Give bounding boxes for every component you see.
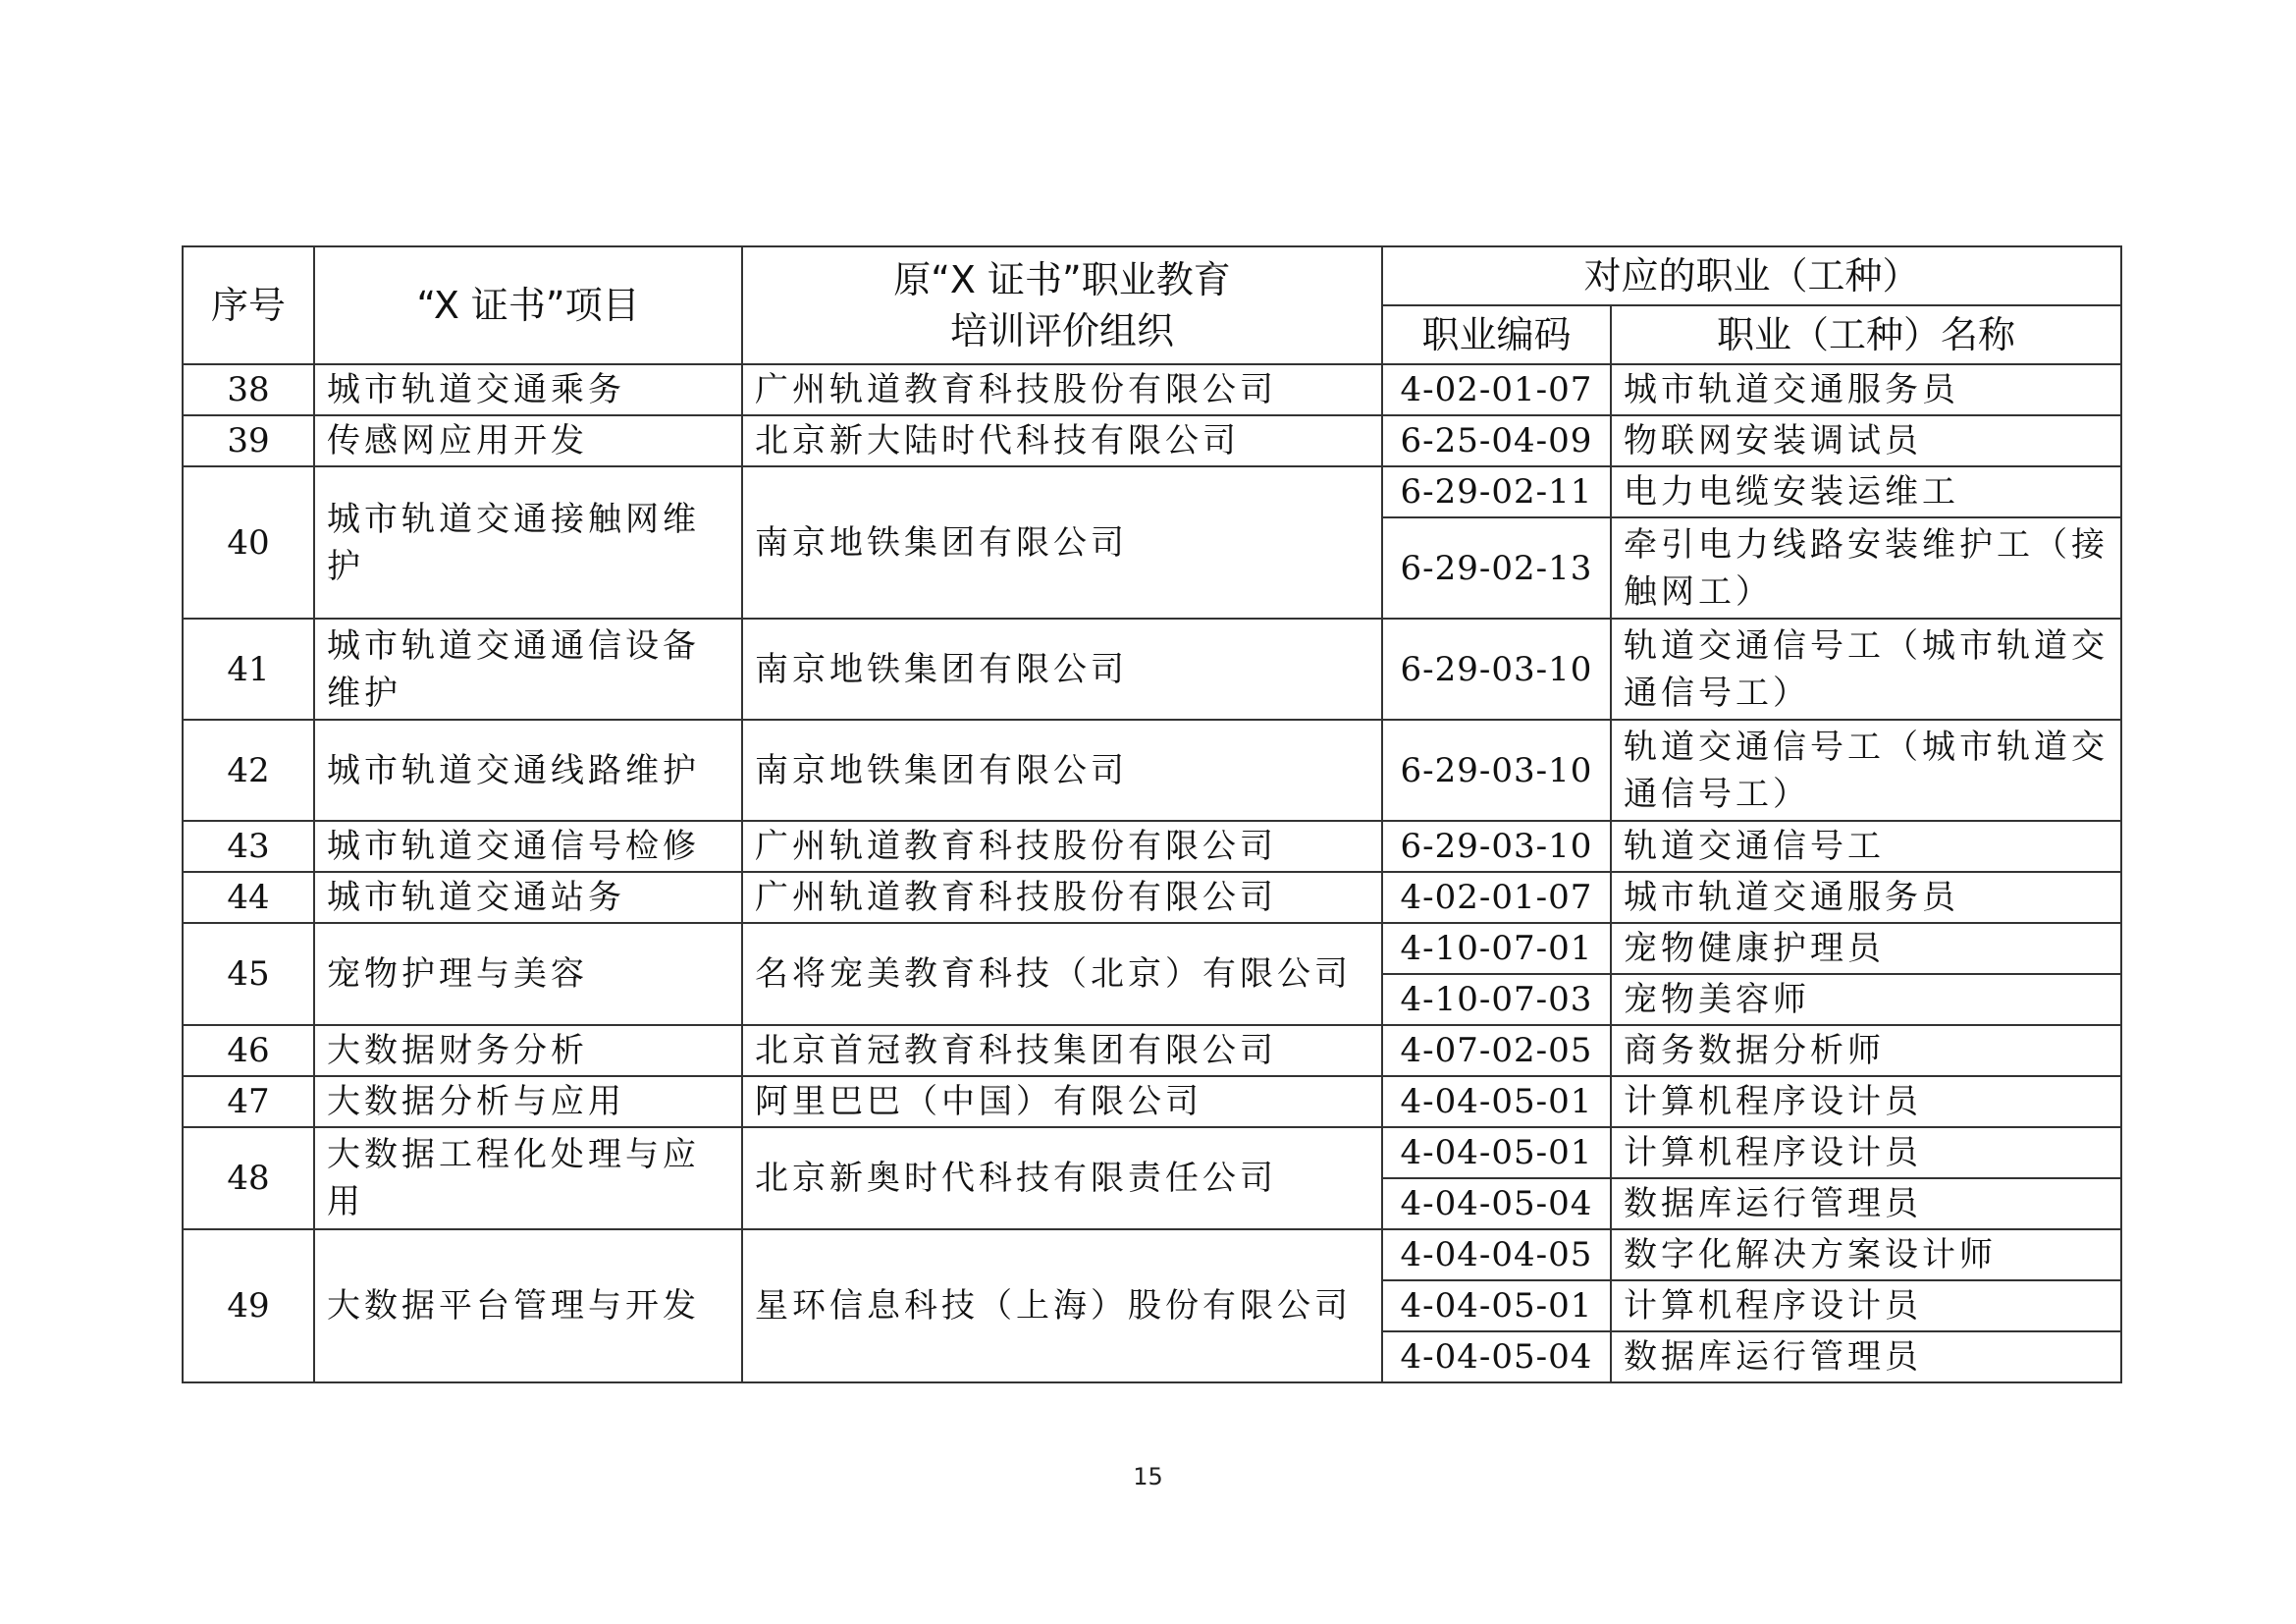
header-occupation: 对应的职业（工种） bbox=[1382, 246, 2121, 305]
table-row bbox=[183, 1076, 2121, 1127]
table-header bbox=[183, 246, 2121, 364]
occupation-name-cell: 物联网安装调试员 bbox=[1611, 415, 2121, 466]
seq-cell: 44 bbox=[183, 872, 314, 923]
table-body bbox=[183, 364, 2121, 1382]
item-cell: 城市轨道交通乘务 bbox=[314, 364, 742, 415]
table-row bbox=[183, 821, 2121, 872]
table-row bbox=[183, 720, 2121, 821]
org-cell: 北京首冠教育科技集团有限公司 bbox=[742, 1025, 1382, 1076]
seq-cell: 39 bbox=[183, 415, 314, 466]
item-cell: 城市轨道交通通信设备维护 bbox=[314, 619, 742, 720]
occupation-name-cell: 宠物美容师 bbox=[1611, 974, 2121, 1025]
occupation-code-cell: 6-29-03-10 bbox=[1382, 720, 1611, 821]
occupation-code-cell: 4-04-05-01 bbox=[1382, 1127, 1611, 1178]
header-code: 职业编码 bbox=[1382, 305, 1611, 364]
item-cell: 大数据财务分析 bbox=[314, 1025, 742, 1076]
item-cell: 大数据平台管理与开发 bbox=[314, 1229, 742, 1382]
occupation-name-cell: 城市轨道交通服务员 bbox=[1611, 872, 2121, 923]
seq-cell: 38 bbox=[183, 364, 314, 415]
org-cell: 北京新大陆时代科技有限公司 bbox=[742, 415, 1382, 466]
org-cell: 阿里巴巴（中国）有限公司 bbox=[742, 1076, 1382, 1127]
occupation-name-cell: 牵引电力线路安装维护工（接触网工） bbox=[1611, 517, 2121, 619]
org-cell: 星环信息科技（上海）股份有限公司 bbox=[742, 1229, 1382, 1382]
seq-cell: 41 bbox=[183, 619, 314, 720]
occupation-code-cell: 4-04-04-05 bbox=[1382, 1229, 1611, 1280]
occupation-name-cell: 数字化解决方案设计师 bbox=[1611, 1229, 2121, 1280]
occupation-code-cell: 4-10-07-03 bbox=[1382, 974, 1611, 1025]
occupation-name-cell: 计算机程序设计员 bbox=[1611, 1280, 2121, 1331]
org-cell: 北京新奥时代科技有限责任公司 bbox=[742, 1127, 1382, 1229]
occupation-name-cell: 轨道交通信号工（城市轨道交通信号工） bbox=[1611, 720, 2121, 821]
org-cell: 名将宠美教育科技（北京）有限公司 bbox=[742, 923, 1382, 1025]
occupation-code-cell: 6-29-02-13 bbox=[1382, 517, 1611, 619]
item-cell: 大数据分析与应用 bbox=[314, 1076, 742, 1127]
org-cell: 南京地铁集团有限公司 bbox=[742, 466, 1382, 619]
seq-cell: 49 bbox=[183, 1229, 314, 1382]
seq-cell: 42 bbox=[183, 720, 314, 821]
seq-cell: 47 bbox=[183, 1076, 314, 1127]
header-occupation-name: 职业（工种）名称 bbox=[1611, 305, 2121, 364]
item-cell: 宠物护理与美容 bbox=[314, 923, 742, 1025]
occupation-code-cell: 4-04-05-01 bbox=[1382, 1280, 1611, 1331]
occupation-name-cell: 商务数据分析师 bbox=[1611, 1025, 2121, 1076]
org-cell: 广州轨道教育科技股份有限公司 bbox=[742, 872, 1382, 923]
item-cell: 城市轨道交通接触网维护 bbox=[314, 466, 742, 619]
table-row bbox=[183, 872, 2121, 923]
occupation-code-cell: 4-04-05-01 bbox=[1382, 1076, 1611, 1127]
org-cell: 南京地铁集团有限公司 bbox=[742, 619, 1382, 720]
table-row bbox=[183, 1229, 2121, 1280]
occupation-name-cell: 计算机程序设计员 bbox=[1611, 1076, 2121, 1127]
header-seq: 序号 bbox=[183, 246, 314, 364]
occupation-code-cell: 6-29-03-10 bbox=[1382, 619, 1611, 720]
occupation-code-cell: 6-25-04-09 bbox=[1382, 415, 1611, 466]
item-cell: 城市轨道交通站务 bbox=[314, 872, 742, 923]
occupation-name-cell: 轨道交通信号工 bbox=[1611, 821, 2121, 872]
org-cell: 广州轨道教育科技股份有限公司 bbox=[742, 821, 1382, 872]
occupation-name-cell: 电力电缆安装运维工 bbox=[1611, 466, 2121, 517]
occupation-name-cell: 宠物健康护理员 bbox=[1611, 923, 2121, 974]
occupation-mapping-table bbox=[182, 245, 2122, 1383]
seq-cell: 40 bbox=[183, 466, 314, 619]
occupation-name-cell: 轨道交通信号工（城市轨道交通信号工） bbox=[1611, 619, 2121, 720]
item-cell: 城市轨道交通信号检修 bbox=[314, 821, 742, 872]
occupation-name-cell: 计算机程序设计员 bbox=[1611, 1127, 2121, 1178]
table-row bbox=[183, 619, 2121, 720]
table-row bbox=[183, 1025, 2121, 1076]
item-cell: 城市轨道交通线路维护 bbox=[314, 720, 742, 821]
header-org bbox=[742, 246, 1382, 364]
item-cell: 大数据工程化处理与应用 bbox=[314, 1127, 742, 1229]
occupation-name-cell: 城市轨道交通服务员 bbox=[1611, 364, 2121, 415]
occupation-name-cell: 数据库运行管理员 bbox=[1611, 1331, 2121, 1382]
occupation-code-cell: 4-02-01-07 bbox=[1382, 872, 1611, 923]
seq-cell: 46 bbox=[183, 1025, 314, 1076]
seq-cell: 45 bbox=[183, 923, 314, 1025]
org-cell: 南京地铁集团有限公司 bbox=[742, 720, 1382, 821]
occupation-code-cell: 6-29-03-10 bbox=[1382, 821, 1611, 872]
seq-cell: 43 bbox=[183, 821, 314, 872]
page-number: 15 bbox=[1133, 1463, 1163, 1490]
occupation-code-cell: 6-29-02-11 bbox=[1382, 466, 1611, 517]
org-cell: 广州轨道教育科技股份有限公司 bbox=[742, 364, 1382, 415]
table-row bbox=[183, 923, 2121, 974]
occupation-code-cell: 4-10-07-01 bbox=[1382, 923, 1611, 974]
occupation-name-cell: 数据库运行管理员 bbox=[1611, 1178, 2121, 1229]
header-item: “X 证书”项目 bbox=[314, 246, 742, 364]
table-row bbox=[183, 364, 2121, 415]
occupation-code-cell: 4-02-01-07 bbox=[1382, 364, 1611, 415]
occupation-code-cell: 4-07-02-05 bbox=[1382, 1025, 1611, 1076]
occupation-code-cell: 4-04-05-04 bbox=[1382, 1331, 1611, 1382]
table-row bbox=[183, 415, 2121, 466]
seq-cell: 48 bbox=[183, 1127, 314, 1229]
item-cell: 传感网应用开发 bbox=[314, 415, 742, 466]
table-row bbox=[183, 466, 2121, 517]
occupation-code-cell: 4-04-05-04 bbox=[1382, 1178, 1611, 1229]
header-org-line2: 培训评价组织 bbox=[949, 309, 1174, 352]
table-row bbox=[183, 1127, 2121, 1178]
header-org-line1: 原“X 证书”职业教育 bbox=[893, 258, 1231, 301]
